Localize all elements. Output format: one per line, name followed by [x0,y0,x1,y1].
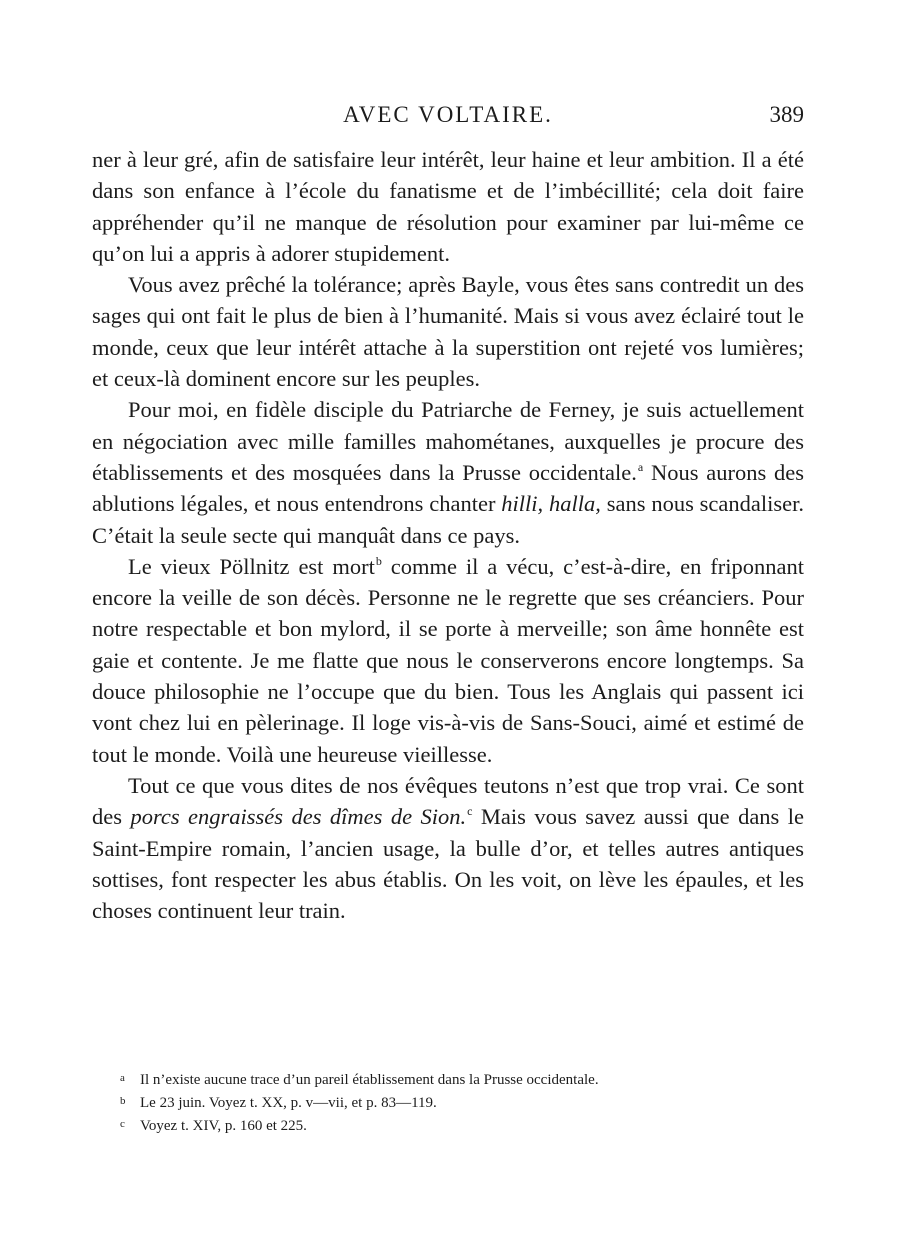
footnote-reference: a [637,459,644,474]
text-run: Mais vous savez aussi que dans le Saint-Empire romain, l’ancien usage, la bulle d’or, et telles autres antiques sottises, font respecter les abus établis. On les voit, on lève les épaules, et les choses continuent leur train. [92,804,804,924]
footnote [120,1068,804,1091]
text-run: Le vieux Pöllnitz est mort [128,553,375,579]
text-run: Pour moi, en fidèle disciple du Patriarche de Ferney, je suis actuellement en négociation avec mille familles mahométanes, auxquelles je procure des établissements et des mosquées dans la Prusse occidentale. [92,397,804,485]
text-run: Tout ce que vous dites de nos évêques teutons n’est que trop vrai. Ce sont des [92,772,804,830]
footnotes [120,1068,804,1137]
italic-text: porcs engraissés des dîmes de Sion. [130,804,467,830]
text-run: sans nous scandaliser. C’était la seule secte qui manquât dans ce pays. [92,491,805,548]
footnote-reference: b [375,553,382,568]
footnote [120,1091,804,1114]
text-run: comme il a vécu, c’est-à-dire, en friponnant encore la veille de son décès. Personne ne le regrette que ses créanciers. Pour notre respectable et bon mylord, il se porte à merveille; son âme honnête est gaie et contente. Je me flatte que nous le conserverons encore longtemps. Sa douce philosophie ne l’occupe que du bien. Tous les Anglais qui passent ici vont chez lui en pèlerinage. Il loge vis-à-vis de Sans-Souci, aimé et estimé de tout le monde. Voilà une heureuse vieillesse. [92,553,805,767]
running-title: AVEC VOLTAIRE. [343,102,553,127]
paragraph [92,551,804,770]
footnote-mark: c [120,1118,125,1130]
text-run: ner à leur gré, afin de satisfaire leur intérêt, leur haine et leur ambition. Il a été dans son enfance à l’école du fanatisme et de l’imbécillité; cela doit faire appréhender qu’il ne manque de résolution pour examiner par lui-même ce qu’on lui a appris à adorer stupidement. [92,147,804,266]
paragraph [92,770,804,926]
text-run: Nous aurons des ablutions légales, et nous entendrons chanter [92,459,804,517]
footnote-text: Le 23 juin. Voyez t. XX, p. v—vii, et p. 83—119. [140,1095,437,1111]
page-number: 389 [769,102,804,127]
footnote [120,1114,804,1137]
footnote-mark: a [120,1072,125,1084]
footnote-text: Voyez t. XIV, p. 160 et 225. [140,1118,307,1134]
paragraph [92,144,804,269]
main-text [92,144,804,926]
paragraph [92,394,804,550]
footnote-text: Il n’existe aucune trace d’un pareil établissement dans la Prusse occidentale. [140,1072,599,1088]
footnote-reference: c [467,804,473,819]
italic-text: hilli, halla, [501,491,601,517]
footnote-mark: b [120,1095,126,1107]
text-run: Vous avez prêché la tolérance; après Bayle, vous êtes sans contredit un des sages qui ont fait le plus de bien à l’humanité. Mais si vous avez éclairé tout le monde, ceux que leur intérêt attache à la superstition ont rejeté vos lumières; et ceux-là dominent encore sur les peuples. [92,272,804,392]
running-header [92,102,804,132]
paragraph [92,269,804,394]
